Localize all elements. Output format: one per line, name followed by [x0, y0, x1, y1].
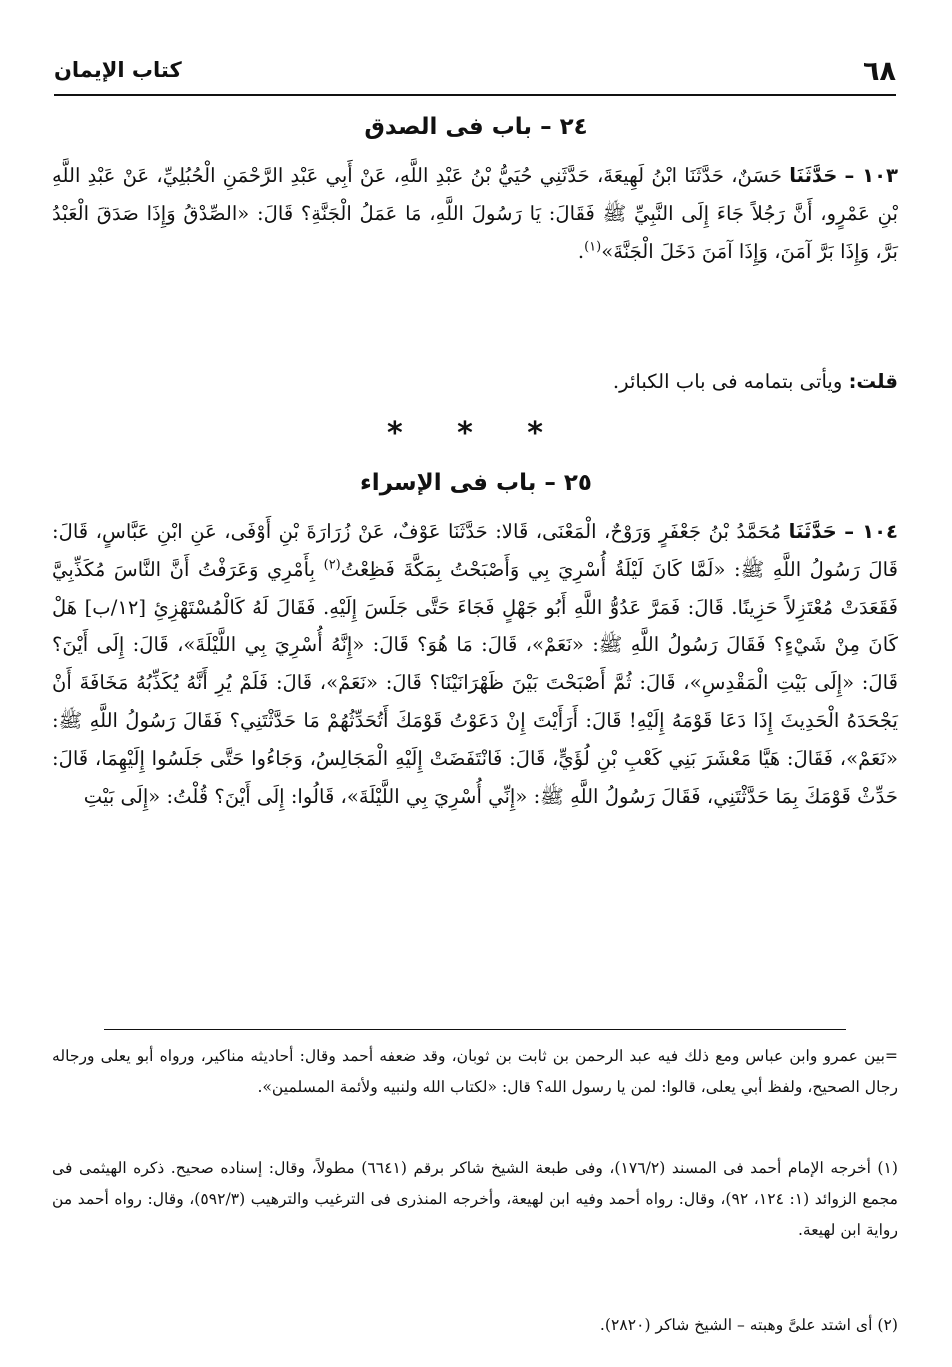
section-24-heading: ٢٤ – باب فى الصدق	[364, 114, 588, 140]
hadith-103-text: حَسَنٌ، حَدَّثَنَا ابْنُ لَهِيعَةَ، حَدَّثَنِي حُيَيُّ بْنُ عَبْدِ اللَّهِ، عَنْ أَبِي عَبْدِ الرَّحْمَنِ الْحُبُلِيِّ، عَنْ عَبْدِ اللَّهِ بْنِ عَمْرٍو، أَنَّ رَجُلاً جَاءَ إِلَى النَّبِيِّ ﷺ فَقَالَ: يَا رَسُولَ اللَّهِ، مَا عَمَلُ الْجَنَّةِ؟ قَالَ: «الصِّدْقُ وَإِذَا صَدَقَ الْعَبْدُ بَرَّ، وَإِذَا بَرَّ آمَنَ، وَإِذَا آمَنَ دَخَلَ الْجَنَّةَ»	[52, 164, 898, 263]
book-title: كتاب الإيمان	[54, 58, 182, 82]
hadith-103-end: .	[577, 239, 585, 263]
hadith-104-number: ١٠٤ –	[844, 520, 899, 543]
footnote-divider	[104, 1029, 846, 1030]
section-25-heading: ٢٥ – باب فى الإسراء	[360, 470, 592, 496]
hadith-103-number: ١٠٣ –	[844, 164, 898, 187]
hadith-104-text-b: بِأَمْرِي وَعَرَفْتُ أَنَّ النَّاسَ مُكَذِّبِيَّ فَقَعَدَتْ مُعْتَزِلاً حَزِينًا. قَالَ: فَمَرَّ عَدُوُّ اللَّهِ أَبُو جَهْلٍ فَجَاءَ حَتَّى جَلَسَ إِلَيْهِ. فَقَالَ لَهُ كَالْمُسْتَهْزِئِ [١٢/ب] هَلْ كَانَ مِنْ شَيْءٍ؟ فَقَالَ رَسُولُ اللَّهِ ﷺ: «نَعَمْ»، قَالَ: مَا هُوَ؟ قَالَ: «إِنَّهُ أُسْرِيَ بِي اللَّيْلَةَ»، قَالَ: إِلَى أَيْنَ؟ قَالَ: «إِلَى بَيْتِ الْمَقْدِسِ»، قَالَ: ثُمَّ أَصْبَحْتَ بَيْنَ ظَهْرَانَيْنَا؟ قَالَ: «نَعَمْ»، قَالَ: فَلَمْ يُرِ أَنَّهُ يُكَذِّبُهُ مَخَافَةَ أَنْ يَجْحَدَهُ الْحَدِيثَ إِذَا دَعَا قَوْمَهُ إِلَيْهِ! قَالَ: أَرَأَيْتَ إِنْ دَعَوْتُ قَوْمَكَ أَتُحَدِّثُهُمْ مَا حَدَّثْتَنِي؟ فَقَالَ رَسُولُ اللَّهِ ﷺ: «نَعَمْ»، فَقَالَ: هَيَّا مَعْشَرَ بَنِي كَعْبِ بْنِ لُؤَيٍّ، قَالَ: فَانْتَفَضَتْ إِلَيْهِ الْمَجَالِسُ، وَجَاءُوا حَتَّى جَلَسُوا إِلَيْهِمَا، قَالَ: حَدِّثْ قَوْمَكَ بِمَا حَدَّثْتَنِي، فَقَالَ رَسُولُ اللَّهِ ﷺ: «إِنِّي أُسْرِيَ بِي اللَّيْلَةَ»، قَالُوا: إِلَى أَيْنَ؟ قُلْتُ: «إِلَى بَيْتِ	[52, 557, 898, 808]
footnote-1: (١) أخرجه الإمام أحمد فى المسند (١٧٦/٢)، وفى طبعة الشيخ شاكر برقم (٦٦٤١) مطولاً، وقال: إسناده صحيح. ذكره الهيثمى فى مجمع الزوائد (١: ١٢٤، ٩٢)، وقال: رواه أحمد وفيه ابن لهيعة، وأخرجه المنذرى فى الترغيب والترهيب (٥٩٢/٣)، وقال: رواه أحمد من رواية ابن لهيعة.	[52, 1159, 898, 1239]
footnote-continuation: =بين عمرو وابن عباس ومع ذلك فيه عبد الرحمن بن ثابت بن ثوبان، وقد ضعفه أحمد وقال: أحاديثه مناكير، ورواه أبو يعلى ورجاله رجال الصحيح، ولفظ أبي يعلى، قالوا: لمن يا رسول الله؟ قال: «لكتاب الله ولنبيه ولأئمة المسلمين».	[52, 1047, 898, 1096]
footnote-2: (٢) أى اشتد علىَّ وهبته – الشيخ شاكر (٢٨٢٠).	[599, 1316, 898, 1334]
hadith-104-text-a: مُحَمَّدُ بْنُ جَعْفَرٍ وَرَوْحٌ، الْمَعْنَى، قَالا: حَدَّثَنَا عَوْفٌ، عَنْ زُرَارَةَ بْنِ أَوْفَى، عَنِ ابْنِ عَبَّاسٍ، قَالَ: قَالَ رَسُولُ اللَّهِ ﷺ: «لَمَّا كَانَ لَيْلَةُ أُسْرِيَ بِي وَأَصْبَحْتُ بِمَكَّةَ فَظِعْتُ	[52, 520, 898, 581]
hadith-104	[52, 513, 898, 815]
qult-label: قلت:	[848, 370, 898, 393]
hadith-103	[52, 157, 898, 270]
footnote-ref-2: (٢)	[323, 557, 341, 573]
page-header	[54, 56, 896, 96]
footnote-ref-1: (١)	[584, 239, 602, 255]
hadith-104-lead: حَدَّثَنَا	[788, 520, 837, 543]
separator-stars: * * *	[387, 416, 565, 451]
qult-text: ويأتى بتمامه فى باب الكبائر.	[612, 370, 843, 393]
page-number: ٦٨	[863, 56, 896, 87]
hadith-103-lead: حَدَّثَنَا	[789, 164, 838, 187]
qult-note	[52, 363, 898, 401]
